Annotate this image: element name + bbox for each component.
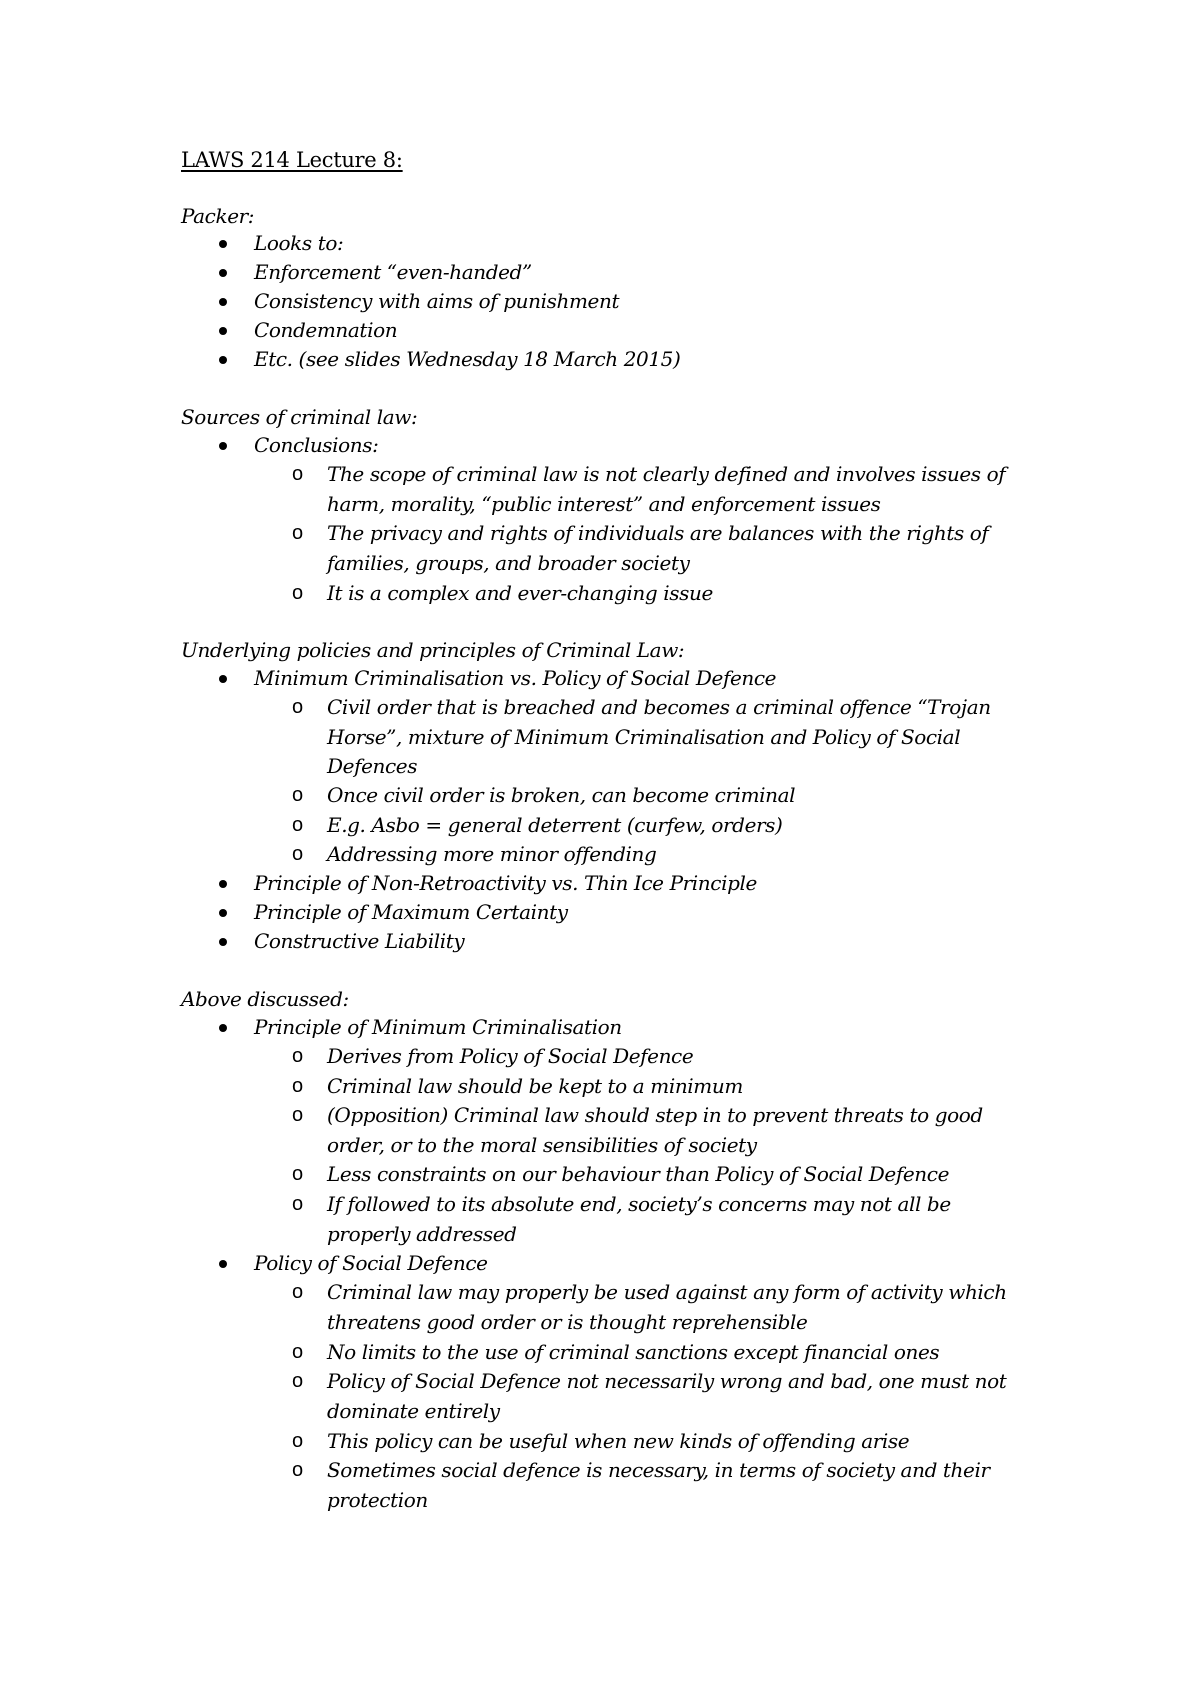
sub-list-item: o If followed to its absolute end, society’s concerns may not all be properly addressed <box>327 1190 1027 1249</box>
sub-list-item: o E.g. Asbo = general deterrent (curfew, orders) <box>327 811 1027 841</box>
list-item: Constructive Liability <box>254 927 1054 957</box>
list-item: Conclusions: <box>254 431 1054 461</box>
list-item: Principle of Minimum Criminalisation <box>254 1013 1054 1043</box>
page-title: LAWS 214 Lecture 8: <box>181 148 403 172</box>
list-item: Policy of Social Defence <box>254 1249 1054 1279</box>
sub-list-item: o Sometimes social defence is necessary, in terms of society and their protection <box>327 1456 1027 1515</box>
section-heading-underlying: Underlying policies and principles of Criminal Law: <box>181 638 685 662</box>
sub-list-item: o This policy can be useful when new kinds of offending arise <box>327 1427 1027 1457</box>
sub-list-item: o No limits to the use of criminal sanctions except financial ones <box>327 1338 1027 1368</box>
sub-list-item: o Once civil order is broken, can become criminal <box>327 781 1027 811</box>
sub-list-item: o Addressing more minor offending <box>327 840 1027 870</box>
list-item: Principle of Non-Retroactivity vs. Thin Ice Principle <box>254 869 1054 899</box>
section-heading-above: Above discussed: <box>181 987 349 1011</box>
list-item: Minimum Criminalisation vs. Policy of Social Defence <box>254 664 1054 694</box>
sub-list-item: o Less constraints on our behaviour than Policy of Social Defence <box>327 1160 1027 1190</box>
sub-list-item: o Policy of Social Defence not necessarily wrong and bad, one must not dominate entirely <box>327 1367 1027 1426</box>
sub-list-item: o It is a complex and ever-changing issue <box>327 579 1027 609</box>
list-item: Looks to: <box>254 229 1054 259</box>
sub-list-item: o The privacy and rights of individuals are balances with the rights of families, groups, and broader society <box>327 519 1027 578</box>
list-item: Enforcement “even-handed” <box>254 258 1054 288</box>
section-heading-packer: Packer: <box>181 204 255 228</box>
list-item: Consistency with aims of punishment <box>254 287 1054 317</box>
sub-list-item: o Civil order that is breached and becomes a criminal offence “Trojan Horse”, mixture of Minimum Criminalisation and Policy of Social Defences <box>327 693 1027 782</box>
sub-list-item: o Criminal law should be kept to a minimum <box>327 1072 1027 1102</box>
sub-list-item: o The scope of criminal law is not clearly defined and involves issues of harm, morality, “public interest” and enforcement issues <box>327 460 1027 519</box>
list-item: Condemnation <box>254 316 1054 346</box>
section-heading-sources: Sources of criminal law: <box>181 405 418 429</box>
list-item: Etc. (see slides Wednesday 18 March 2015) <box>254 345 1054 375</box>
sub-list-item: o Criminal law may properly be used against any form of activity which threatens good order or is thought reprehensible <box>327 1278 1027 1337</box>
sub-list-item: o Derives from Policy of Social Defence <box>327 1042 1027 1072</box>
sub-list-item: o (Opposition) Criminal law should step in to prevent threats to good order, or to the moral sensibilities of society <box>327 1101 1027 1160</box>
list-item: Principle of Maximum Certainty <box>254 898 1054 928</box>
